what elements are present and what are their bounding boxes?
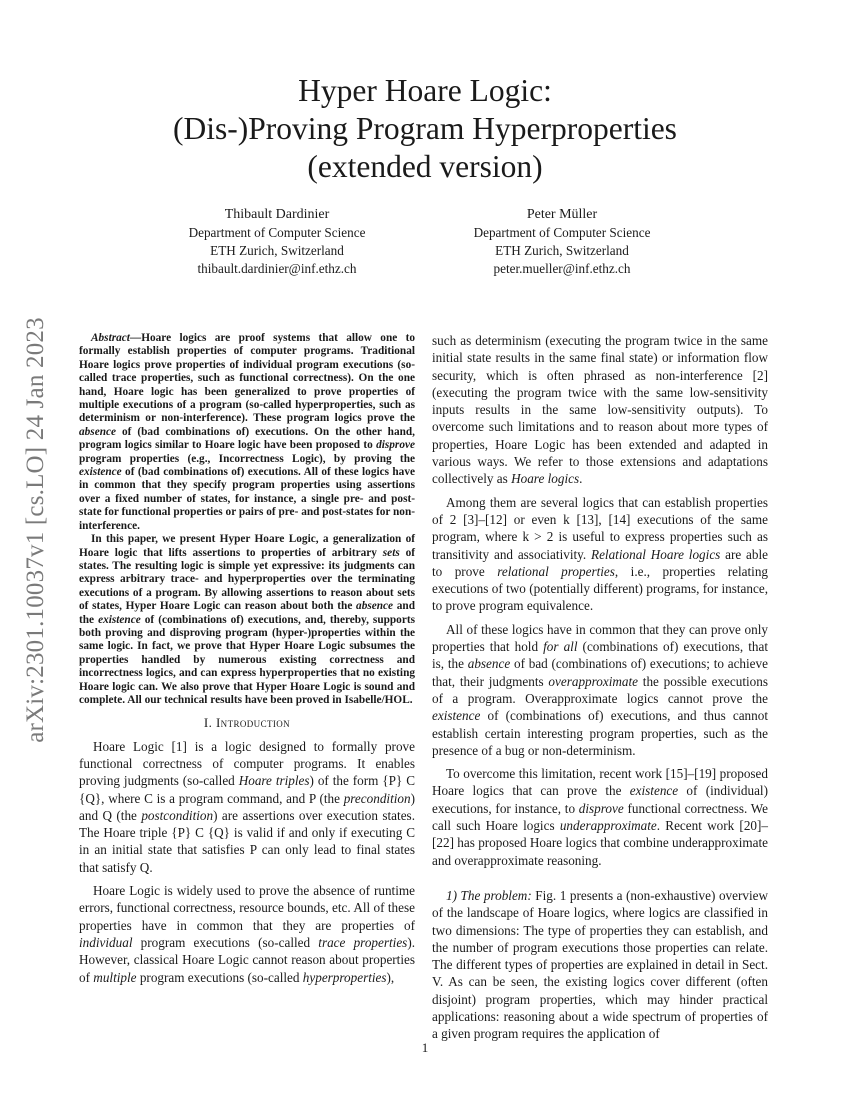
text-run: —Hoare logics are proof systems that allow one to formally establish properties of computer programs. Traditional Hoare logics prove properties of individual program executions (so-called trace properties, such as functional correctness). On the one hand, Hoare logic has been generalized to prove properties of multiple executions of a program (so-called hyperproperties, such as determinism or non-interference). These program logics prove the xyxy=(79,332,415,425)
emphasis: absence xyxy=(79,425,117,438)
text-run: . Recent work [20]–[22] has proposed Hoare logics that combine underapproximate and overapproximate reasoning. xyxy=(432,818,768,868)
text-run: of (combinations of) executions, and thus cannot establish certain interesting program properties, such as the presence of a bug or non-determinism. xyxy=(432,708,768,758)
author-name: Thibault Dardinier xyxy=(224,207,330,222)
right-column xyxy=(432,332,768,1049)
emphasis: multiple xyxy=(93,969,137,985)
right-paragraph-2 xyxy=(432,494,768,615)
abstract-paragraph-2 xyxy=(79,533,415,707)
author-institution: ETH Zurich, Switzerland xyxy=(495,243,629,258)
text-run: of bad (combinations of) executions; to achieve that, their judgments xyxy=(432,656,768,689)
text-run: such as determinism (executing the program twice in the same initial state results in the same final state) or information flow security, which is often phrased as non-interference [2] (executing the program twice with the same low-sensitivity inputs results in the same low-sensitivity outputs). To overcome such limitations and to reason about more types of properties, Hoare Logic has been extended and adapted in various ways. We refer to those extensions and adaptations collectively as xyxy=(432,333,768,487)
emphasis: postcondition xyxy=(141,807,214,823)
paper-title xyxy=(75,72,775,186)
emphasis: Hoare logics xyxy=(511,471,580,487)
abstract xyxy=(79,332,415,707)
text-run: ) are assertions over execution states. The Hoare triple {P} C {Q} is valid if and only if executing C in an initial state that satisfies P can only lead to final states that satisfy Q. xyxy=(79,807,415,875)
emphasis: individual xyxy=(79,934,133,950)
right-paragraph-1 xyxy=(432,332,768,488)
title-line-3: (extended version) xyxy=(307,149,543,184)
text-run: program executions (so-called xyxy=(132,934,319,950)
emphasis: disprove xyxy=(578,800,624,816)
text-run: of (bad combinations of) executions. On the other hand, program logics similar to Hoare logic have been proposed to xyxy=(79,425,415,452)
text-run: Among them are several logics that can establish properties of 2 [3]–[12] or even k [13], [14] executions of the same program, where k > 2 is useful to express properties such as transitivity and associativity. xyxy=(432,494,768,562)
emphasis: hyperproperties xyxy=(302,969,387,985)
author-department: Department of Computer Science xyxy=(473,225,651,240)
emphasis: disprove xyxy=(376,439,415,452)
text-run: the possible executions of a program. Overapproximate logics cannot prove the xyxy=(432,673,768,706)
text-run: program executions (so-called xyxy=(136,969,303,985)
text-run: ). However, classical Hoare Logic cannot reason about properties of xyxy=(79,934,416,985)
text-run: and the xyxy=(79,600,415,626)
text-run: ), xyxy=(386,969,395,985)
arxiv-identifier: arXiv:2301.10037v1 [cs.LO] 24 Jan 2023 xyxy=(22,317,49,743)
text-run: functional correctness. We call such Hoare logics xyxy=(432,800,768,834)
emphasis: sets xyxy=(382,546,400,559)
emphasis: trace properties xyxy=(318,934,408,950)
emphasis: absence xyxy=(356,600,394,613)
right-paragraph-4 xyxy=(432,765,768,869)
text-run: In this paper, we present Hyper Hoare Logic, a generalization of Hoare logic that lifts assertions to properties of arbitrary xyxy=(79,533,415,559)
text-run: of (bad combinations of) executions. All of these logics have in common that they specify program properties using assertions over a fixed number of states, for instance, a single pre- and post-state for functional properties or pairs of pre- and post-states for non-interference. xyxy=(79,466,415,532)
text-run: (combinations of) executions, that is, the xyxy=(432,639,769,672)
text-run: of (combinations of) executions, and, thereby, supports both proving and disproving program (hyper-)properties within the same logic. In fact, we prove that Hyper Hoare Logic subsumes the properties handled by numerous existing correctness and incorrectness logics, and can express hyperproperties that no existing Hoare logic can. We also prove that Hyper Hoare Logic is sound and complete. All our technical results have been proved in Isabelle/HOL. xyxy=(79,613,415,706)
abstract-paragraph-1 xyxy=(79,332,415,533)
emphasis: Hoare triples xyxy=(238,773,310,789)
emphasis: existence xyxy=(629,783,679,799)
section-heading-introduction: I. Introduction xyxy=(203,715,291,731)
text-run: program properties (e.g., Incorrectness Logic), by proving the xyxy=(79,452,415,465)
text-run: ) of the form {P} C {Q}, where C is a program command, and P (the xyxy=(79,773,415,806)
emphasis: overapproximate xyxy=(548,673,639,689)
page-number: 1 xyxy=(421,1040,429,1055)
author-department: Department of Computer Science xyxy=(188,225,366,240)
paragraph-heading: 1) The problem: xyxy=(446,887,532,903)
author-email: peter.mueller@inf.ethz.ch xyxy=(493,261,631,276)
author-email: thibault.dardinier@inf.ethz.ch xyxy=(197,261,357,276)
right-paragraph-3 xyxy=(432,621,768,759)
abstract-label: Abstract xyxy=(91,332,130,344)
text-run: of (individual) executions, for instance, to xyxy=(432,783,768,816)
text-run: Hoare Logic is widely used to prove the absence of runtime errors, functional correctness, resource bounds, etc. All of these properties have in common that they are properties of xyxy=(79,883,415,933)
intro-paragraph-1 xyxy=(79,738,415,876)
emphasis: existence xyxy=(98,613,141,626)
text-run: are able to prove xyxy=(432,546,769,579)
emphasis: existence xyxy=(432,708,481,724)
paragraph-gap xyxy=(432,875,768,887)
text-run: ) and Q (the xyxy=(79,790,415,823)
text-run: of states. The resulting logic is simple yet expressive: its judgments can express arbitrary trace- and hyperproperties over the terminating executions of a program. By allowing assertions to reason about sets of states, Hyper Hoare Logic can reason about both the xyxy=(79,546,415,613)
author-institution: ETH Zurich, Switzerland xyxy=(210,243,344,258)
emphasis: existence xyxy=(79,466,122,479)
emphasis: underapproximate xyxy=(559,818,657,834)
title-line-2: (Dis-)Proving Program Hyperproperties xyxy=(173,111,677,146)
author-name: Peter Müller xyxy=(526,207,598,222)
title-line-1: Hyper Hoare Logic: xyxy=(298,73,552,108)
text-run: All of these logics have in common that they can prove only properties that hold xyxy=(432,621,768,655)
text-run: Fig. 1 presents a (non-exhaustive) overview of the landscape of Hoare logics, where logics are classified in two dimensions: The type of properties they can establish, and the number of program executions those properties can relate. The different types of properties are explained in detail in Sect. V. As can be seen, the existing logics cover different (often disjoint) program properties, which may hinder practical applications: reasoning about a wide spectrum of properties of a given program requires the application of xyxy=(432,887,769,1042)
emphasis: relational properties xyxy=(497,563,615,579)
intro-paragraph-2 xyxy=(79,882,415,986)
author-block-2 xyxy=(412,206,712,278)
arxiv-sidebar xyxy=(18,270,54,790)
emphasis: precondition xyxy=(343,790,411,806)
emphasis: absence xyxy=(467,656,511,672)
text-run: , i.e., properties relating executions of two (potentially different) programs, for instance, to prove program equivalence. xyxy=(432,563,769,614)
author-block-1 xyxy=(127,206,427,278)
emphasis: Relational Hoare logics xyxy=(591,546,721,562)
left-column xyxy=(79,332,415,992)
emphasis: for all xyxy=(543,639,578,655)
text-run: . xyxy=(579,471,583,487)
text-run: Hoare Logic [1] is a logic designed to formally prove functional correctness of computer programs. It enables proving judgments (so-called xyxy=(79,738,415,789)
text-run: To overcome this limitation, recent work [15]–[19] proposed Hoare logics that can prove the xyxy=(432,766,768,799)
right-paragraph-5 xyxy=(432,887,768,1043)
